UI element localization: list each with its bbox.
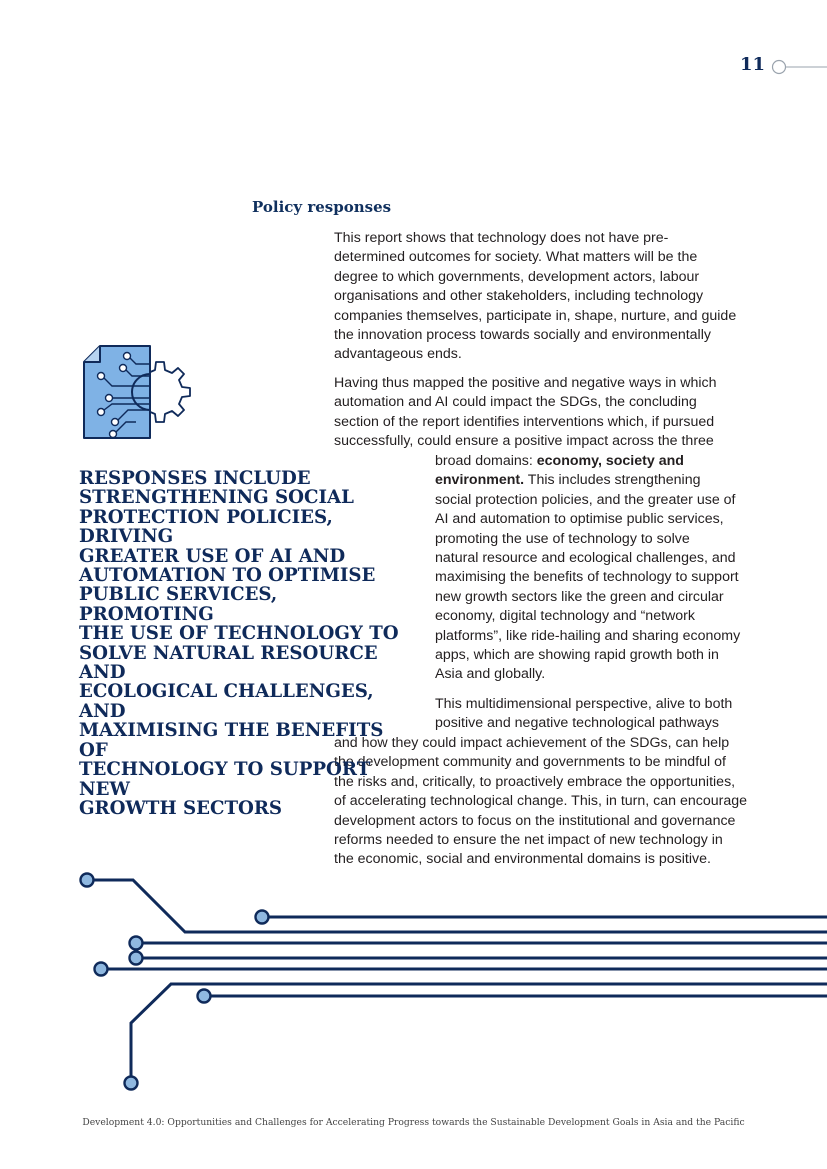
document-circuit-gear-icon: [82, 344, 194, 442]
text-line: organisations and other stakeholders, including technology: [334, 288, 704, 305]
pull-quote-line: RESPONSES INCLUDE: [79, 468, 311, 489]
pull-quote-line: GREATER USE OF AI AND: [79, 545, 346, 567]
page-number: 11: [740, 54, 766, 75]
emphasis-domains: economy, society and: [536, 453, 684, 469]
pull-quote-line: PUBLIC SERVICES, PROMOTING: [79, 584, 278, 625]
text-line: section of the report identifies interventions which, if pursued: [334, 413, 715, 430]
paragraph-intro: [334, 229, 744, 365]
text-line: of accelerating technological change. This, in turn, can encourage: [334, 793, 748, 810]
pull-quote-line: THE USE OF TECHNOLOGY TO: [79, 623, 399, 645]
text-line: reforms needed to ensure the net impact of new technology in: [334, 832, 723, 849]
text-run: This includes strengthening: [524, 472, 701, 489]
text-line: platforms”, like ride-hailing and sharing economy: [435, 627, 741, 644]
text-line: new growth sectors like the green and circular: [435, 588, 724, 605]
pull-quote-line: TECHNOLOGY TO SUPPORT NEW: [79, 759, 371, 800]
section-heading: Policy responses: [252, 198, 392, 216]
text-line: determined outcomes for society. What matters will be the: [334, 249, 698, 266]
pull-quote-line: AUTOMATION TO OPTIMISE: [79, 565, 376, 587]
text-line: apps, which are showing rapid growth both in: [435, 647, 719, 664]
text-line: natural resource and ecological challenges, and: [435, 550, 736, 567]
text-line: Asia and globally.: [435, 666, 546, 683]
text-line: promoting the use of technology to solve: [435, 530, 690, 547]
pull-quote-line: GROWTH SECTORS: [79, 797, 283, 819]
text-line: [435, 471, 753, 490]
text-line: economy, digital technology and “network: [435, 608, 695, 625]
text-line: automation and AI could impact the SDGs, the concluding: [334, 394, 697, 411]
text-line: social protection policies, and the greater use of: [435, 491, 736, 508]
text-line: AI and automation to optimise public services,: [435, 511, 724, 528]
pull-quote-line: SOLVE NATURAL RESOURCE AND: [79, 642, 378, 684]
page-footer: Development 4.0: Opportunities and Challenges for Accelerating Progress towards the Sustainable Development Goals in Asia and the Pacific: [82, 1117, 745, 1128]
pull-quote-line: ECOLOGICAL CHALLENGES, AND: [79, 681, 374, 722]
text-line: This report shows that technology does not have pre-: [334, 230, 669, 246]
text-line: [435, 452, 753, 471]
paragraph-interventions-bottom: [435, 452, 753, 685]
text-line: the risks and, critically, to proactively embrace the opportunities,: [334, 773, 736, 790]
text-run: broad domains:: [435, 453, 537, 469]
pull-quote-line: PROTECTION POLICIES, DRIVING: [79, 506, 333, 548]
pull-quote-line: MAXIMISING THE BENEFITS OF: [79, 720, 384, 761]
text-line: the development community and governments to be mindful of: [334, 754, 726, 771]
pull-quote-line: STRENGTHENING SOCIAL: [79, 487, 354, 509]
text-line: degree to which governments, development actors, labour: [334, 268, 700, 285]
text-line: the economic, social and environmental domains is positive.: [334, 851, 711, 868]
page-marker-circle-icon: [770, 57, 827, 77]
text-line: advantageous ends.: [334, 346, 462, 363]
text-line: Having thus mapped the positive and negative ways in which: [334, 375, 717, 391]
text-line: maximising the benefits of technology to support: [435, 569, 739, 586]
text-line: positive and negative technological pathways: [435, 715, 719, 732]
circuit-lines-icon: [0, 860, 827, 1100]
text-line: the innovation process towards socially and environmentally: [334, 327, 711, 344]
paragraph-perspective-top: [435, 695, 753, 734]
paragraph-interventions-top: [334, 374, 744, 452]
text-line: development actors to focus on the institutional and governance: [334, 812, 736, 829]
text-line: successfully, could ensure a positive impact across the three: [334, 433, 714, 450]
text-line: companies themselves, participate in, shape, nurture, and guide: [334, 307, 737, 324]
emphasis-environment: environment.: [435, 472, 525, 489]
text-line: and how they could impact achievement of the SDGs, can help: [334, 735, 730, 751]
pull-quote: [79, 469, 409, 818]
text-line: This multidimensional perspective, alive to both: [435, 696, 733, 712]
